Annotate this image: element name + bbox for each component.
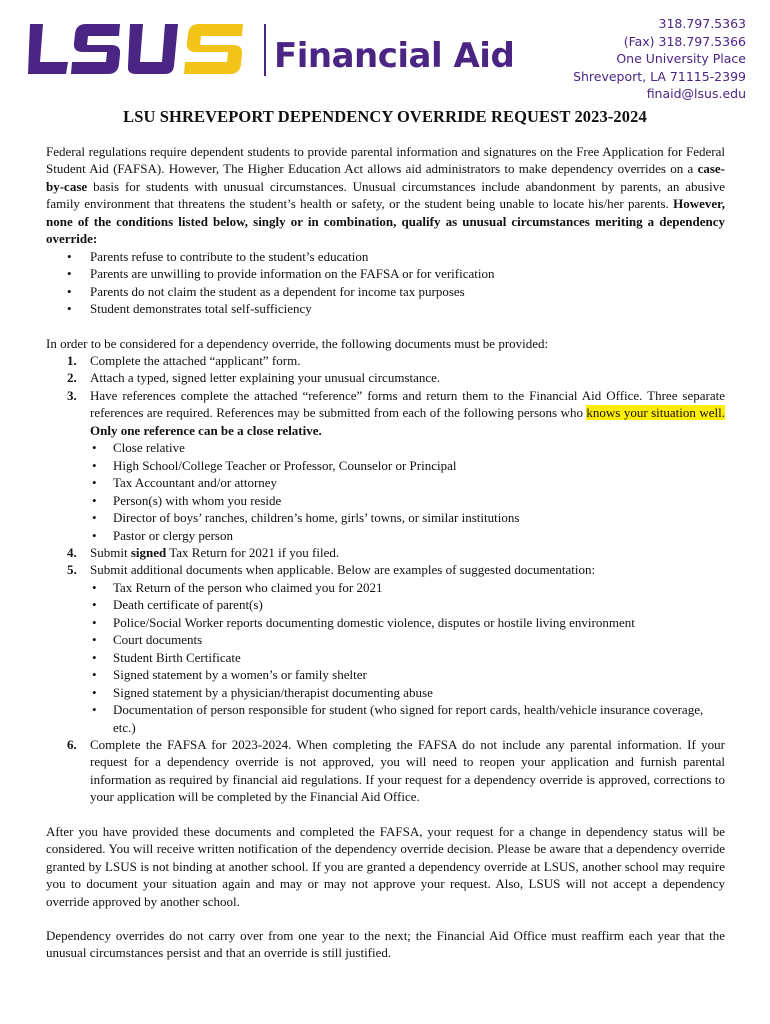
lsus-logo — [28, 24, 244, 76]
step-4: 4. Submit signed Tax Return for 2021 if you filed. — [67, 544, 340, 560]
step-6: 6. Complete the FAFSA for 2023-2024. When completing the FAFSA do not include any parental information. If your request for a dependency override is not approved, you will need to reopen your application and furnish parental information as required by financial aid regulations. If your request for a dependency override is approved, corrections to your application will be completed by the Financial Aid Office. — [67, 736, 725, 805]
suggested-documentation-list — [90, 579, 725, 736]
required-documents-list — [46, 352, 725, 806]
phone: 318.797.5363 — [658, 16, 746, 31]
department-title: Financial Aid — [274, 36, 515, 76]
list-item: • Police/Social Worker reports documenting domestic violence, disputes or hostile living environment — [90, 614, 725, 631]
address-line-1: One University Place — [616, 51, 746, 67]
intro-paragraph: Federal regulations require dependent students to provide parental information and signatures on the Free Application for Federal Student Aid (FAFSA). However, The Higher Education Act allows aid administrators to make dependency overrides on a case-by-case basis for students with unusual circumstances. Unusual circumstances include abandonment by parents, an abusive family environment that threatens the student’s health or safety, or the student being unable to locate his/her parents. However, none of the conditions listed below, singly or in combination, qualify as unusual circumstances meriting a dependency override: — [46, 144, 725, 247]
email-link[interactable]: finaid@lsus.edu — [646, 86, 746, 102]
address-line-2: Shreveport, LA 71115-2399 — [573, 68, 746, 84]
step-2: 2. Attach a typed, signed letter explaining your unusual circumstance. — [67, 370, 441, 386]
step-5: 5. Submit additional documents when applicable. Below are examples of suggested documentation: • Tax Return of the person who claimed you for 2021 • Death certificate of parent(s) • Police/Social Worker reports documenting domestic violence, disputes or hostile living environment • Court documents • Student Birth Certificate • Signed statement by a women’s or family shelter • Signed statement by a physician/therapist documenting abuse • Documentation of person responsible for student (who signed for report cards, health/vehicle insurance coverage, etc.) — [46, 561, 725, 736]
document-title: LSU SHREVEPORT DEPENDENCY OVERRIDE REQUEST 2023-2024 — [123, 107, 647, 126]
fax: (Fax) 318.797.5366 — [623, 33, 746, 49]
contact-info — [573, 15, 746, 103]
list-item: • Parents are unwilling to provide information on the FAFSA or for verification — [46, 265, 725, 282]
list-item: • Person(s) with whom you reside — [90, 492, 725, 509]
list-item: • Signed statement by a physician/therapist documenting abuse — [90, 684, 725, 701]
documents-intro: In order to be considered for a dependency override, the following documents must be provided: — [46, 335, 549, 351]
list-item: • Close relative — [90, 439, 725, 456]
non-qualifying-conditions-list — [46, 248, 725, 318]
reference-types-list — [90, 439, 725, 544]
highlighted-text: knows your situation well. — [586, 405, 725, 421]
header-divider — [264, 24, 266, 76]
list-item: • Student demonstrates total self-sufficiency — [46, 300, 725, 317]
list-item: • Parents refuse to contribute to the student’s education — [46, 248, 725, 265]
list-item: • Parents do not claim the student as a dependent for income tax purposes — [46, 283, 725, 300]
step-1: 1. Complete the attached “applicant” form. — [67, 352, 301, 368]
document-body — [46, 143, 725, 962]
list-item: • Director of boys’ ranches, children’s home, girls’ towns, or similar institutions — [90, 509, 725, 526]
list-item: • Tax Accountant and/or attorney — [90, 474, 725, 491]
list-item: • Court documents — [90, 631, 725, 648]
list-item: • High School/College Teacher or Professor, Counselor or Principal — [90, 457, 725, 474]
list-item: • Student Birth Certificate — [90, 649, 725, 666]
annual-reaffirm-paragraph: Dependency overrides do not carry over from one year to the next; the Financial Aid Office must reaffirm each year that the unusual circumstances persist and that an override is still justified. — [46, 928, 725, 961]
list-item: • Signed statement by a women’s or family shelter — [90, 666, 725, 683]
list-item: • Documentation of person responsible for student (who signed for report cards, health/vehicle insurance coverage, etc.) — [90, 701, 725, 736]
list-item: • Tax Return of the person who claimed you for 2021 — [90, 579, 725, 596]
list-item: • Death certificate of parent(s) — [90, 596, 725, 613]
step-3: 3. Have references complete the attached “reference” forms and return them to the Financial Aid Office. Three separate references are required. References may be submitted from each of the following persons who knows your situation well. Only one reference can be a close relative. • Close relative • High School/College Teacher or Professor, Counselor or Principal • Tax Accountant and/or attorney • Person(s) with whom you reside • Director of boys’ ranches, children’s home, girls’ towns, or similar institutions • Pastor or clergy person — [46, 387, 725, 544]
list-item: • Pastor or clergy person — [90, 527, 725, 544]
after-documents-paragraph: After you have provided these documents and completed the FAFSA, your request for a change in dependency status will be considered. You will receive written notification of the dependency override decision. Please be aware that a dependency override granted by LSUS is not binding at another school. If you are granted a dependency override at LSUS, another school may require you to document your situation again and may or may not approve your request. Also, LSUS will not accept a dependency override approved by another school. — [46, 823, 725, 909]
